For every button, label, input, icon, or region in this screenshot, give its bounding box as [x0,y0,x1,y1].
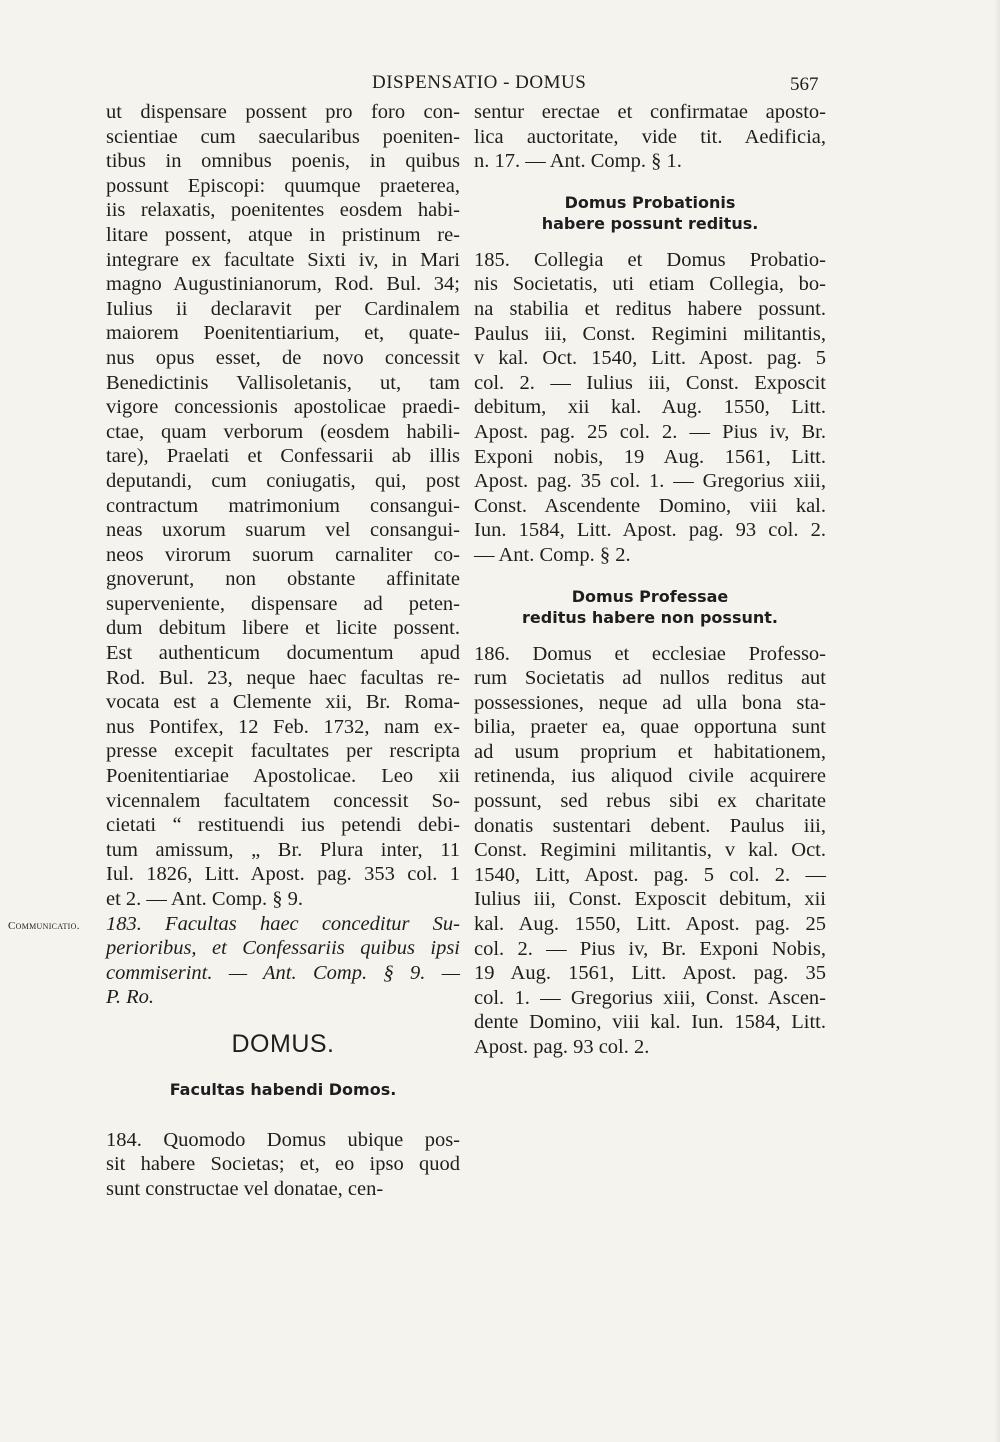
heading-line: Domus Probationis [564,192,736,212]
text-line: gnoverunt, non obstante affinitate [106,568,460,591]
text-line: possessiones, neque ad ulla bona sta- [474,691,826,714]
text-line: 183. Facultas haec conceditur Su- [106,912,460,935]
text-line: 184. Quomodo Domus ubique pos- [106,1128,460,1151]
text-line: magno Augustinianorum, Rod. Bul. 34; [106,273,460,296]
text-line: dente Domino, viii kal. Iun. 1584, Litt. [474,1011,826,1034]
heading-line: Domus Professae [571,586,729,606]
text-line: 1540, Litt, Apost. pag. 5 col. 2. — [474,863,826,886]
text-line: Iun. 1584, Litt. Apost. pag. 93 col. 2. [474,519,826,542]
text-line: ad usum proprium et habitationem, [474,740,826,763]
text-line: nus opus esset, de novo concessit [106,346,460,369]
text-line: Benedictinis Vallisoletanis, ut, tam [106,371,460,394]
text-line: Apost. pag. 93 col. 2. [474,1036,650,1058]
text-line: lica auctoritate, vide tit. Aedificia, [474,125,826,148]
text-line: — Ant. Comp. § 2. [474,543,631,566]
text-line: col. 2. — Pius iv, Br. Exponi Nobis, [474,937,826,960]
left-paragraph-183 [106,912,460,1010]
text-line: presse excepit facultates per rescripta [106,740,460,763]
text-line: Exponi nobis, 19 Aug. 1561, Litt. [474,445,826,468]
heading-line: reditus habere non possunt. [522,607,778,627]
text-line: commiserint. — Ant. Comp. § 9. — [106,961,460,984]
text-line: integrare ex facultate Sixti iv, in Mari [106,248,460,271]
text-line: ut dispensare possent pro foro con- [106,101,460,123]
text-line: P. Ro. [106,986,155,1009]
text-line: retinenda, ius aliquod civile acquirere [474,765,826,788]
heading-domus-probationis [474,192,826,234]
text-line: tare), Praelati et Confessarii ab illis [106,445,460,468]
text-line: neos virorum suorum carnaliter co- [106,543,460,566]
text-line: Iulius ii declaravit per Cardinalem [106,297,460,320]
text-line: litare possent, atque in pristinum re- [106,223,460,246]
text-line: contractum matrimonium consangui- [106,494,460,517]
text-line: 19 Aug. 1561, Litt. Apost. pag. 35 [474,962,826,985]
text-line: et 2. — Ant. Comp. § 9. [106,888,304,910]
left-paragraph-continuation [106,100,460,912]
text-line: Apost. pag. 25 col. 2. — Pius iv, Br. [474,420,826,443]
text-line: possunt, sed rebus sibi ex charitate [474,790,826,813]
right-paragraph-186 [474,642,826,1060]
right-paragraph-continuation [474,100,826,174]
text-line: dum debitum libere et licite possent. [106,617,460,640]
heading-domus-professae [474,586,826,628]
text-line: Est authenticum documentum apud [106,642,460,665]
text-line: sentur erectae et confirmatae aposto- [474,101,826,123]
text-line: Const. Regimini militantis, v kal. Oct. [474,839,826,862]
text-line: Iulius iii, Const. Exposcit debitum, xii [474,888,826,911]
scan-edge-shadow [994,0,1000,1442]
text-line: perioribus, et Confessariis quibus ipsi [106,937,460,960]
text-line: 186. Domus et ecclesiae Professo- [474,642,826,665]
text-line: Poenitentiariae Apostolicae. Leo xii [106,765,460,788]
text-line: vocata est a Clemente xii, Br. Roma- [106,691,460,714]
text-line: nis Societatis, uti etiam Collegia, bo- [474,273,826,296]
margin-note: Communicatio. [8,920,80,932]
text-line: cietati “ restituendi ius petendi debi- [106,814,460,837]
page-number: 567 [790,74,819,95]
text-line: donatis sustentari debent. Paulus iii, [474,814,826,837]
text-line: vigore concessionis apostolicae praedi- [106,396,460,419]
text-line: v kal. Oct. 1540, Litt. Apost. pag. 5 [474,347,826,370]
text-line: debitum, xii kal. Aug. 1550, Litt. [474,396,826,419]
text-line: kal. Aug. 1550, Litt. Apost. pag. 25 [474,913,826,936]
text-line: possunt Episcopi: quumque praeterea, [106,174,460,197]
text-line: ctae, quam verborum (eosdem habili- [106,420,460,443]
text-line: Const. Ascendente Domino, viii kal. [474,494,826,517]
text-line: col. 2. — Iulius iii, Const. Exposcit [474,371,826,394]
text-line: sit habere Societas; et, eo ipso quod [106,1153,460,1176]
text-line: tibus in omnibus poenis, in quibus [106,150,460,173]
heading-line: habere possunt reditus. [541,213,759,233]
text-line: nus Pontifex, 12 Feb. 1732, nam ex- [106,715,460,738]
text-line: maiorem Poenitentiarium, et, quate- [106,322,460,345]
text-line: scientiae cum saecularibus poeniten- [106,125,460,148]
left-column [106,100,460,1201]
text-line: deputandi, cum coniugatis, qui, post [106,469,460,492]
left-paragraph-184 [106,1128,460,1202]
text-line: Paulus iii, Const. Regimini militantis, [474,322,826,345]
text-line: Rod. Bul. 23, neque haec facultas re- [106,666,460,689]
text-line: tum amissum, „ Br. Plura inter, 11 [106,838,460,861]
subheading-facultas-habendi: Facultas habendi Domos. [169,1079,397,1099]
running-head: DISPENSATIO - DOMUS [372,72,587,93]
right-column [474,100,826,1060]
text-line: superveniente, dispensare ad peten- [106,592,460,615]
text-line: neas uxorum suarum vel consangui- [106,519,460,542]
right-paragraph-185 [474,248,826,568]
text-line: Apost. pag. 35 col. 1. — Gregorius xiii, [474,470,826,493]
text-line: Iul. 1826, Litt. Apost. pag. 353 col. 1 [106,863,460,886]
section-title: DOMUS. [231,1029,335,1058]
text-line: vicennalem facultatem concessit So- [106,789,460,812]
text-line: iis relaxatis, poenitentes eosdem habi- [106,199,460,222]
text-line: n. 17. — Ant. Comp. § 1. [474,150,682,173]
text-line: rum Societatis ad nullos reditus aut [474,667,826,690]
text-line: 185. Collegia et Domus Probatio- [474,248,826,271]
text-line: col. 1. — Gregorius xiii, Const. Ascen- [474,986,826,1009]
text-line: bilia, praeter ea, quae opportuna sunt [474,716,826,739]
text-line: na stabilia et reditus habere possunt. [474,297,826,320]
text-line: sunt constructae vel donatae, cen- [106,1177,384,1200]
